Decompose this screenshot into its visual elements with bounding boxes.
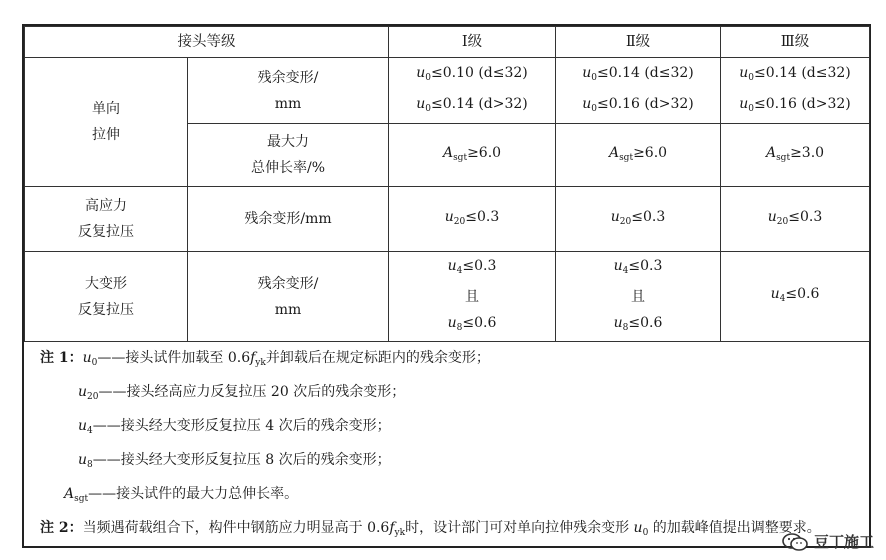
grade-2-header: Ⅱ级 (556, 27, 721, 58)
large-label-line2: 反复拉压 (78, 301, 134, 318)
high-stress-label (25, 187, 188, 252)
large-measure-line2: mm (274, 301, 302, 318)
large-deformation-g3: $u_4\le 0.6$ (721, 252, 870, 342)
and-text: 且 (631, 288, 645, 305)
watermark (782, 531, 874, 552)
grade-3-header: Ⅲ级 (721, 27, 870, 58)
high-stress-g3: $u_{20}\le 0.3$ (721, 187, 870, 252)
tension-max-g3: $A_{sgt}\ge 3.0$ (721, 124, 870, 187)
high-stress-label-line2: 反复拉压 (78, 224, 134, 240)
tension-label-line2: 拉伸 (92, 127, 120, 143)
tension-residual-g3: $u_0\le 0.14$ (d≤32) $u_0\le 0.16$ (d>32) (721, 58, 870, 124)
joint-grade-table (24, 26, 870, 342)
note-2: 注 2：当频遇荷载组合下，构件中钢筋应力明显高于 $0.6f_{yk}$时，设计部门可对单向拉伸残余变形 $u_0$ 的加载峰值提出调整要求。 (40, 520, 821, 538)
tension-residual-row (25, 58, 870, 124)
max-label-line1: 最大力 (267, 134, 309, 150)
high-stress-g2: $u_{20}\le 0.3$ (556, 187, 721, 252)
note-u20: $u_{20}——$接头经高应力反复拉压 20 次后的残余变形； (78, 384, 406, 402)
grade-1-header: Ⅰ级 (389, 27, 556, 58)
large-deformation-label (25, 252, 188, 342)
high-stress-label-line1: 高应力 (85, 198, 127, 214)
high-stress-measure: 残余变形/mm (188, 187, 389, 252)
tension-label (25, 58, 188, 187)
note-1: 注 1：$u_0——$接头试件加载至 $0.6f_{yk}$并卸载后在规定标距内的残余变形； (40, 350, 490, 368)
large-deformation-measure (188, 252, 389, 342)
notes-section (24, 344, 869, 547)
large-label-line1: 大变形 (85, 275, 127, 292)
tension-max-g1: $A_{sgt}\ge 6.0$ (389, 124, 556, 187)
note-asgt: $A_{sgt}——$接头试件的最大力总伸长率。 (64, 486, 299, 504)
large-deformation-row (25, 252, 870, 342)
note-u4: $u_4——$接头经大变形反复拉压 4 次后的残余变形； (78, 418, 391, 436)
note-u8: $u_8——$接头经大变形反复拉压 8 次后的残余变形； (78, 452, 391, 470)
large-deformation-g1: $u_4\le 0.3$ 且 $u_8\le 0.6$ (389, 252, 556, 342)
high-stress-row (25, 187, 870, 252)
residual-label-line1: 残余变形/ (257, 69, 319, 86)
large-deformation-g2: $u_4\le 0.3$ 且 $u_8\le 0.6$ (556, 252, 721, 342)
tension-residual-g2: $u_0\le 0.14$ (d≤32) $u_0\le 0.16$ (d>32) (556, 58, 721, 124)
and-text: 且 (465, 288, 479, 305)
residual-label-line2: mm (274, 95, 302, 112)
high-stress-g1: $u_{20}\le 0.3$ (389, 187, 556, 252)
max-label-line2: 总伸长率/% (250, 160, 326, 176)
tension-residual-label (188, 58, 389, 124)
grade-header: 接头等级 (25, 27, 389, 58)
spec-table-frame (22, 24, 871, 548)
watermark-text: 豆丁施工 (813, 533, 874, 551)
header-row (25, 27, 870, 58)
tension-residual-g1: $u_0\le 0.10$ (d≤32) $u_0\le 0.14$ (d>32) (389, 58, 556, 124)
large-measure-line1: 残余变形/ (257, 275, 319, 292)
tension-label-line1: 单向 (92, 101, 120, 117)
tension-max-label (188, 124, 389, 187)
tension-max-g2: $A_{sgt}\ge 6.0$ (556, 124, 721, 187)
wechat-icon (782, 533, 808, 551)
